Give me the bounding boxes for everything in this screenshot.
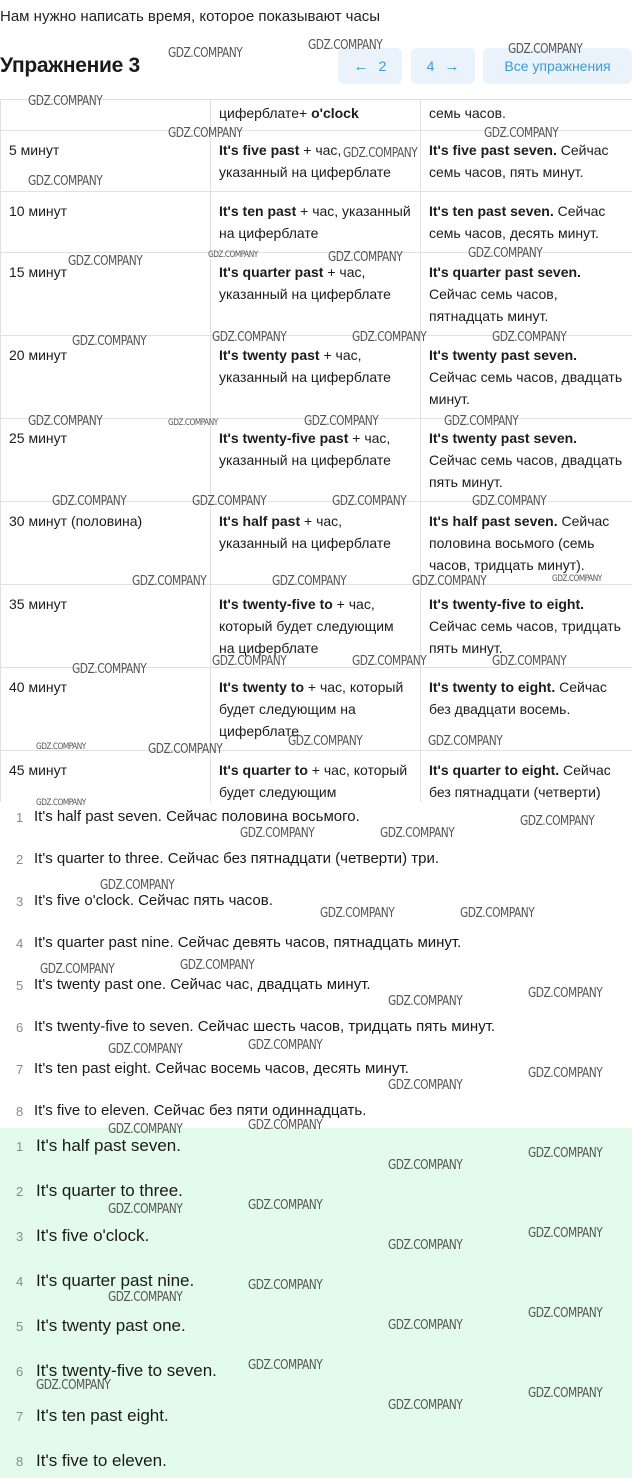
watermark: GDZ.COMPANY — [288, 734, 363, 749]
plain-phrase: Сейчас без пятнадцати (четверти) — [429, 762, 611, 800]
rule-cell — [211, 100, 421, 131]
minutes-cell: 15 минут — [1, 253, 211, 336]
rule-cell — [211, 253, 421, 336]
watermark: GDZ.COMPANY — [388, 1398, 463, 1413]
minutes-cell — [1, 100, 211, 131]
minutes-cell: 35 минут — [1, 585, 211, 668]
watermark: GDZ.COMPANY — [508, 42, 583, 57]
rule-cell — [211, 502, 421, 585]
watermark: GDZ.COMPANY — [28, 414, 103, 429]
watermark: GDZ.COMPANY — [52, 494, 127, 509]
answer-text: It's quarter to three. Сейчас без пятнадцати (четверти) три. — [34, 850, 439, 867]
watermark: GDZ.COMPANY — [304, 414, 379, 429]
answer-text: It's half past seven. Сейчас половина восьмого. — [34, 808, 360, 825]
plain-phrase: + час, указанный на циферблате — [219, 347, 391, 385]
watermark: GDZ.COMPANY — [332, 494, 407, 509]
rule-cell — [211, 585, 421, 668]
bold-phrase: It's ten past — [219, 203, 297, 219]
bold-phrase: It's twenty past seven. — [429, 430, 578, 446]
watermark: GDZ.COMPANY — [388, 1078, 463, 1093]
time-rules-table — [0, 99, 632, 802]
bold-phrase: It's five past — [219, 142, 300, 158]
watermark: GDZ.COMPANY — [180, 958, 255, 973]
final-answer-number: 5 — [16, 1319, 24, 1334]
answer-panel — [0, 1128, 632, 1478]
watermark: GDZ.COMPANY — [36, 798, 86, 808]
example-cell — [421, 100, 632, 131]
final-answer-item — [0, 1314, 632, 1344]
table-row — [1, 419, 632, 502]
page-title: Упражнение 3 — [0, 54, 140, 77]
watermark: GDZ.COMPANY — [100, 878, 175, 893]
next-exercise-label: 4 — [426, 58, 435, 74]
rule-cell — [211, 336, 421, 419]
bold-phrase: o'clock — [311, 105, 359, 121]
table-row — [1, 502, 632, 585]
final-answer-text: It's twenty past one. — [36, 1316, 186, 1335]
watermark: GDZ.COMPANY — [212, 330, 287, 345]
watermark: GDZ.COMPANY — [40, 962, 115, 977]
final-answer-text: It's ten past eight. — [36, 1406, 169, 1425]
watermark: GDZ.COMPANY — [528, 1306, 603, 1321]
final-answer-item — [0, 1449, 632, 1478]
bold-phrase: It's quarter past — [219, 264, 324, 280]
all-exercises-button[interactable]: Все упражнения — [483, 48, 632, 84]
watermark: GDZ.COMPANY — [168, 418, 218, 428]
final-answer-item — [0, 1224, 632, 1254]
watermark: GDZ.COMPANY — [388, 1238, 463, 1253]
final-answer-number: 7 — [16, 1409, 24, 1424]
final-answer-text: It's five to eleven. — [36, 1451, 167, 1470]
bold-phrase: It's twenty to — [219, 679, 304, 695]
watermark: GDZ.COMPANY — [168, 126, 243, 141]
table-row — [1, 192, 632, 253]
plain-phrase: циферблате+ — [219, 105, 312, 121]
watermark: GDZ.COMPANY — [552, 574, 602, 584]
watermark: GDZ.COMPANY — [528, 1386, 603, 1401]
bold-phrase: It's quarter to eight. — [429, 762, 560, 778]
answer-text: It's twenty past one. Сейчас час, двадцать минут. — [34, 976, 371, 993]
answer-item — [0, 1058, 632, 1086]
plain-phrase: + час, который будет следующим на циферблате — [219, 596, 394, 656]
watermark: GDZ.COMPANY — [352, 654, 427, 669]
final-answer-text: It's quarter past nine. — [36, 1271, 195, 1290]
intro-text: Нам нужно написать время, которое показывают часы — [0, 8, 381, 25]
answer-number: 1 — [16, 810, 24, 825]
plain-phrase: Сейчас семь часов, двадцать пять минут. — [429, 452, 623, 490]
plain-phrase: + час, указанный на циферблате — [219, 430, 391, 468]
answer-item — [0, 1016, 632, 1044]
answer-item — [0, 974, 632, 1002]
final-answer-number: 6 — [16, 1364, 24, 1379]
watermark: GDZ.COMPANY — [468, 246, 543, 261]
bold-phrase: It's quarter to — [219, 762, 308, 778]
plain-phrase: + час, указанный на циферблате — [219, 513, 391, 551]
minutes-cell: 20 минут — [1, 336, 211, 419]
plain-phrase: Сейчас семь часов, тридцать пять минут. — [429, 618, 621, 656]
watermark: GDZ.COMPANY — [528, 986, 603, 1001]
watermark: GDZ.COMPANY — [380, 826, 455, 841]
next-exercise-button[interactable] — [411, 48, 475, 84]
watermark: GDZ.COMPANY — [352, 330, 427, 345]
example-cell — [421, 336, 632, 419]
example-cell — [421, 668, 632, 751]
bold-phrase: It's half past seven. — [429, 513, 558, 529]
bold-phrase: It's half past — [219, 513, 301, 529]
final-answer-item — [0, 1134, 632, 1164]
plain-phrase: Сейчас половина восьмого (семь часов, тридцать минут). — [429, 513, 610, 573]
answer-number: 3 — [16, 894, 24, 909]
prev-exercise-label: 2 — [378, 58, 387, 74]
exercise-header — [0, 48, 632, 86]
prev-exercise-button[interactable] — [338, 48, 402, 84]
plain-phrase: + час, указанный на циферблате — [219, 142, 391, 180]
watermark: GDZ.COMPANY — [472, 494, 547, 509]
answer-number: 2 — [16, 852, 24, 867]
answer-item — [0, 806, 632, 834]
final-answer-number: 1 — [16, 1139, 24, 1154]
example-cell — [421, 131, 632, 192]
table-row — [1, 253, 632, 336]
table-row — [1, 751, 632, 803]
minutes-cell: 45 минут — [1, 751, 211, 803]
plain-phrase: Сейчас без двадцати восемь. — [429, 679, 607, 717]
watermark: GDZ.COMPANY — [388, 994, 463, 1009]
minutes-cell: 10 минут — [1, 192, 211, 253]
watermark: GDZ.COMPANY — [528, 1066, 603, 1081]
answer-text: It's five to eleven. Сейчас без пяти одиннадцать. — [34, 1102, 367, 1119]
bold-phrase: It's twenty past seven. — [429, 347, 578, 363]
answer-item — [0, 890, 632, 918]
example-cell — [421, 192, 632, 253]
watermark: GDZ.COMPANY — [272, 574, 347, 589]
watermark: GDZ.COMPANY — [36, 742, 86, 752]
bold-phrase: It's twenty to eight. — [429, 679, 556, 695]
final-answer-text: It's five o'clock. — [36, 1226, 150, 1245]
bold-phrase: It's twenty-five to — [219, 596, 333, 612]
watermark: GDZ.COMPANY — [492, 330, 567, 345]
watermark: GDZ.COMPANY — [484, 126, 559, 141]
answer-item — [0, 848, 632, 876]
arrow-right-icon: → — [444, 57, 460, 75]
final-answer-item — [0, 1359, 632, 1389]
answer-number: 8 — [16, 1104, 24, 1119]
watermark: GDZ.COMPANY — [208, 250, 258, 260]
final-answer-number: 4 — [16, 1274, 24, 1289]
table-row — [1, 585, 632, 668]
watermark: GDZ.COMPANY — [72, 662, 147, 677]
final-answer-item — [0, 1179, 632, 1209]
answer-text: It's twenty-five to seven. Сейчас шесть часов, тридцать пять минут. — [34, 1018, 496, 1035]
final-answer-text: It's twenty-five to seven. — [36, 1361, 217, 1380]
table-row — [1, 131, 632, 192]
watermark: GDZ.COMPANY — [520, 814, 595, 829]
minutes-cell: 25 минут — [1, 419, 211, 502]
watermark: GDZ.COMPANY — [248, 1118, 323, 1133]
watermark: GDZ.COMPANY — [108, 1122, 183, 1137]
watermark: GDZ.COMPANY — [328, 250, 403, 265]
watermark: GDZ.COMPANY — [168, 46, 243, 61]
answer-item — [0, 1100, 632, 1128]
bold-phrase: It's twenty-five to eight. — [429, 596, 585, 612]
watermark: GDZ.COMPANY — [320, 906, 395, 921]
final-answer-item — [0, 1404, 632, 1434]
bold-phrase: It's quarter past seven. — [429, 264, 581, 280]
bold-phrase: It's ten past seven. — [429, 203, 554, 219]
plain-phrase: Сейчас семь часов, десять минут. — [429, 203, 606, 241]
watermark: GDZ.COMPANY — [108, 1202, 183, 1217]
watermark: GDZ.COMPANY — [212, 654, 287, 669]
plain-phrase: Сейчас семь часов, пятнадцать минут. — [429, 286, 558, 324]
answer-number: 6 — [16, 1020, 24, 1035]
example-cell — [421, 585, 632, 668]
arrow-left-icon: ← — [353, 57, 369, 75]
example-cell — [421, 253, 632, 336]
watermark: GDZ.COMPANY — [36, 1378, 111, 1393]
watermark: GDZ.COMPANY — [68, 254, 143, 269]
watermark: GDZ.COMPANY — [240, 826, 315, 841]
watermark: GDZ.COMPANY — [132, 574, 207, 589]
watermark: GDZ.COMPANY — [72, 334, 147, 349]
watermark: GDZ.COMPANY — [388, 1158, 463, 1173]
example-cell — [421, 419, 632, 502]
final-answer-text: It's half past seven. — [36, 1136, 181, 1155]
table-row — [1, 100, 632, 131]
answer-text: It's five o'clock. Сейчас пять часов. — [34, 892, 273, 909]
plain-phrase: + час, указанный на циферблате — [219, 203, 411, 241]
bold-phrase: It's five past seven. — [429, 142, 557, 158]
watermark: GDZ.COMPANY — [192, 494, 267, 509]
table-row — [1, 668, 632, 751]
watermark: GDZ.COMPANY — [248, 1198, 323, 1213]
minutes-cell: 40 минут — [1, 668, 211, 751]
watermark: GDZ.COMPANY — [492, 654, 567, 669]
final-answer-number: 8 — [16, 1454, 24, 1469]
rule-cell — [211, 751, 421, 803]
rule-cell — [211, 419, 421, 502]
watermark: GDZ.COMPANY — [28, 94, 103, 109]
example-cell — [421, 502, 632, 585]
example-cell — [421, 751, 632, 803]
minutes-cell: 30 минут (половина) — [1, 502, 211, 585]
plain-phrase: + час, который будет следующим на циферблате — [219, 679, 404, 739]
rule-cell — [211, 668, 421, 751]
watermark: GDZ.COMPANY — [460, 906, 535, 921]
answer-number: 4 — [16, 936, 24, 951]
watermark: GDZ.COMPANY — [108, 1290, 183, 1305]
watermark: GDZ.COMPANY — [528, 1226, 603, 1241]
watermark: GDZ.COMPANY — [248, 1038, 323, 1053]
watermark: GDZ.COMPANY — [28, 174, 103, 189]
time-rules-table-container — [0, 99, 632, 802]
bold-phrase: It's twenty-five past — [219, 430, 349, 446]
final-answer-text: It's quarter to three. — [36, 1181, 183, 1200]
plain-phrase: + час, указанный на циферблате — [219, 264, 391, 302]
table-row — [1, 336, 632, 419]
plain-phrase: семь часов. — [429, 105, 506, 121]
answer-text: It's quarter past nine. Сейчас девять часов, пятнадцать минут. — [34, 934, 462, 951]
watermark: GDZ.COMPANY — [248, 1278, 323, 1293]
plain-phrase: Сейчас семь часов, пять минут. — [429, 142, 609, 180]
plain-phrase: + час, который будет следующим — [219, 762, 408, 800]
answer-number: 7 — [16, 1062, 24, 1077]
watermark: GDZ.COMPANY — [528, 1146, 603, 1161]
watermark: GDZ.COMPANY — [308, 38, 383, 53]
final-answer-item — [0, 1269, 632, 1299]
watermark: GDZ.COMPANY — [343, 146, 418, 161]
watermark: GDZ.COMPANY — [148, 742, 223, 757]
watermark: GDZ.COMPANY — [428, 734, 503, 749]
watermark: GDZ.COMPANY — [248, 1358, 323, 1373]
watermark: GDZ.COMPANY — [444, 414, 519, 429]
watermark: GDZ.COMPANY — [412, 574, 487, 589]
watermark: GDZ.COMPANY — [108, 1042, 183, 1057]
final-answer-number: 2 — [16, 1184, 24, 1199]
watermark: GDZ.COMPANY — [388, 1318, 463, 1333]
answer-text: It's ten past eight. Сейчас восемь часов, десять минут. — [34, 1060, 409, 1077]
minutes-cell: 5 минут — [1, 131, 211, 192]
rule-cell — [211, 192, 421, 253]
answer-item — [0, 932, 632, 960]
bold-phrase: It's twenty past — [219, 347, 320, 363]
final-answer-number: 3 — [16, 1229, 24, 1244]
rule-cell — [211, 131, 421, 192]
answer-number: 5 — [16, 978, 24, 993]
plain-phrase: Сейчас семь часов, двадцать минут. — [429, 369, 623, 407]
